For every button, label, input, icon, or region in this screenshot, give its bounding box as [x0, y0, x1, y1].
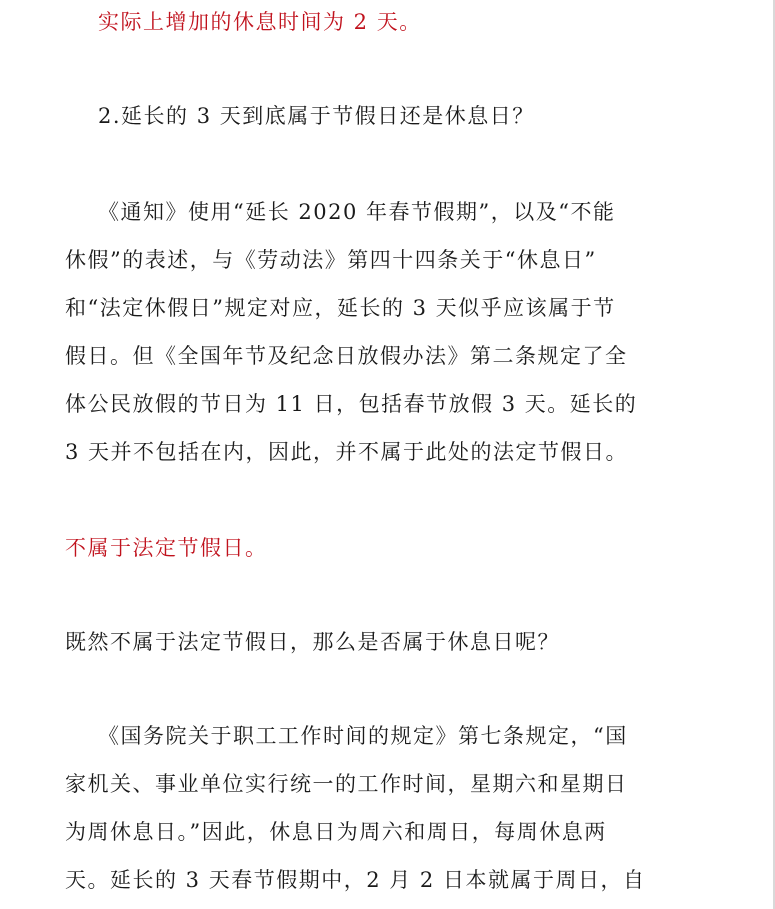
- paragraph-line: 家机关、事业单位实行统一的工作时间，星期六和星期日: [65, 772, 628, 796]
- paragraph-line: 假日。但《全国年节及纪念日放假办法》第二条规定了全: [65, 344, 628, 368]
- paragraph-line: 为周休息日。”因此，休息日为周六和周日，每周休息两: [65, 820, 607, 844]
- paragraph-line: 和“法定休假日”规定对应，延长的 3 天似乎应该属于节: [65, 296, 616, 320]
- question-heading: 2.延长的 3 天到底属于节假日还是休息日？: [98, 104, 535, 128]
- paragraph-line: 《通知》使用“延长 2020 年春节假期”，以及“不能: [98, 200, 616, 224]
- top-conclusion-text: 实际上增加的休息时间为 2 天。: [98, 10, 422, 34]
- question-rest-day: 既然不属于法定节假日，那么是否属于休息日呢？: [65, 630, 560, 654]
- paragraph-line: 3 天并不包括在内，因此，并不属于此处的法定节假日。: [65, 440, 629, 464]
- paragraph-line: 天。延长的 3 天春节假期中，2 月 2 日本就属于周日，自: [65, 868, 646, 892]
- paragraph-line: 休假”的表述，与《劳动法》第四十四条关于“休息日”: [65, 248, 597, 272]
- paragraph-line: 《国务院关于职工工作时间的规定》第七条规定，“国: [98, 724, 628, 748]
- paragraph-line: 体公民放假的节日为 11 日，包括春节放假 3 天。延长的: [65, 392, 638, 416]
- conclusion-not-holiday: 不属于法定节假日。: [65, 536, 268, 560]
